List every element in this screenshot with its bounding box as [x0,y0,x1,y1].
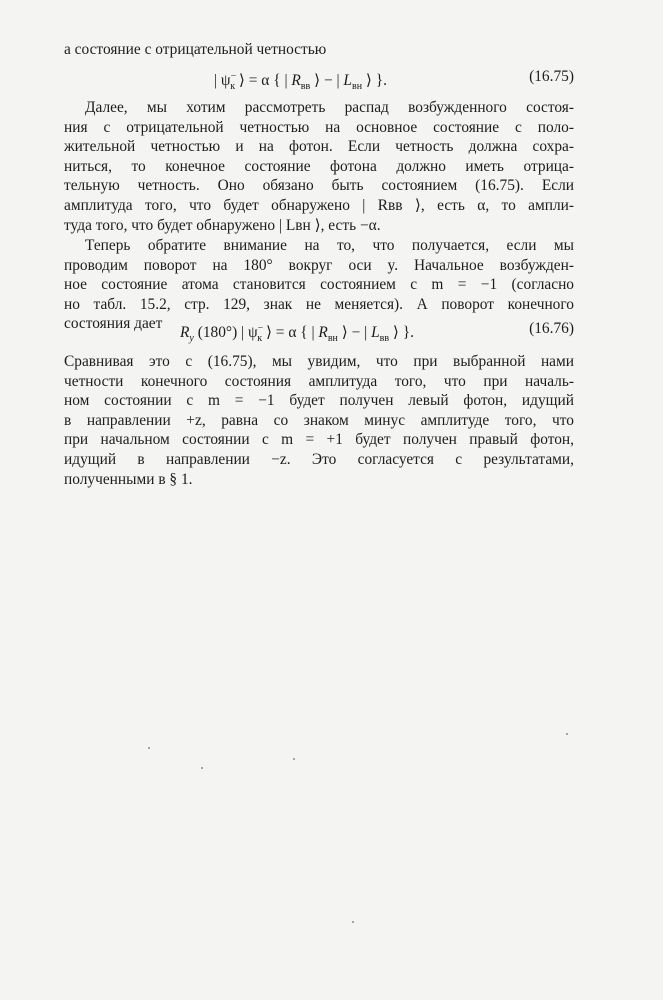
paragraph-1 [64,98,574,235]
paragraph-2-line: но табл. 15.2, стр. 129, знак не меняется). А поворот конечного [64,295,574,313]
paragraph-1-line: Далее, мы хотим рассмотреть распад возбужденного состоя- [85,99,574,116]
equation-16-76 [64,318,574,345]
paragraph-1-line: ниться, то конечное состояние фотона должно иметь отрица- [64,157,574,175]
paragraph-2-line: ное состояние атома становится состоянием с m = −1 (согласно [64,276,574,294]
scan-speck [201,767,203,769]
paragraph-1-line: туда того, что будет обнаружено | Lвн ⟩, есть −α. [64,216,381,234]
scan-speck [352,921,354,923]
paragraph-1-line: ния с отрицательной четностью на основное состояние с поло- [64,118,574,136]
paragraph-3-line: при начальном состоянии с m = +1 будет получен правый фотон, [64,431,574,449]
paragraph-3-line: ном состоянии с m = −1 будет получен левый фотон, идущий [64,392,574,410]
paragraph-3 [64,352,574,489]
paragraph-1-line: амплитуда того, что будет обнаружено | Rвв ⟩, есть α, то ампли- [64,196,574,214]
equation-16-75-formula: | $\psi^-_к$ ⟩ = α { | $R_{вв}$ ⟩ − | $L_{вн}$ ⟩ }. [214,71,387,93]
scan-speck [566,733,568,735]
equation-16-75 [64,66,574,93]
paragraph-3-line: полученными в § 1. [64,470,193,488]
paragraph-3-line: идущий в направлении −z. Это согласуется с результатами, [64,450,574,468]
paragraph-3-line: четности конечного состояния амплитуда того, что при началь- [64,372,574,390]
equation-16-76-formula: $R_y$ (180°) | $\psi^-_к$ ⟩ = α { | $R_{вн}$ ⟩ − | $L_{вв}$ ⟩ }. [180,323,415,345]
paragraph-1-line: жительной четностью и на фотон. Если четность должна сохра- [64,138,574,156]
intro-line: а состояние с отрицательной четностью [64,41,327,58]
paragraph-1-line: тельную четность. Оно обязано быть состоянием (16.75). Если [64,177,574,195]
scan-speck [293,758,295,760]
paragraph-2-line: состояния дает [64,315,163,333]
equation-16-75-number: (16.75) [529,68,574,85]
equation-16-76-number: (16.76) [529,320,574,337]
paragraph-2-line: Теперь обратите внимание на то, что получается, если мы [85,237,574,254]
paragraph-3-line: в направлении +z, равна со знаком минус амплитуде того, что [64,411,574,429]
paragraph-3-line: Сравнивая это с (16.75), мы увидим, что при выбранной нами [64,353,574,370]
intro-text [64,40,574,60]
scan-speck [148,747,150,749]
paragraph-2-line: проводим поворот на 180° вокруг оси y. Начальное возбужден- [64,256,574,274]
